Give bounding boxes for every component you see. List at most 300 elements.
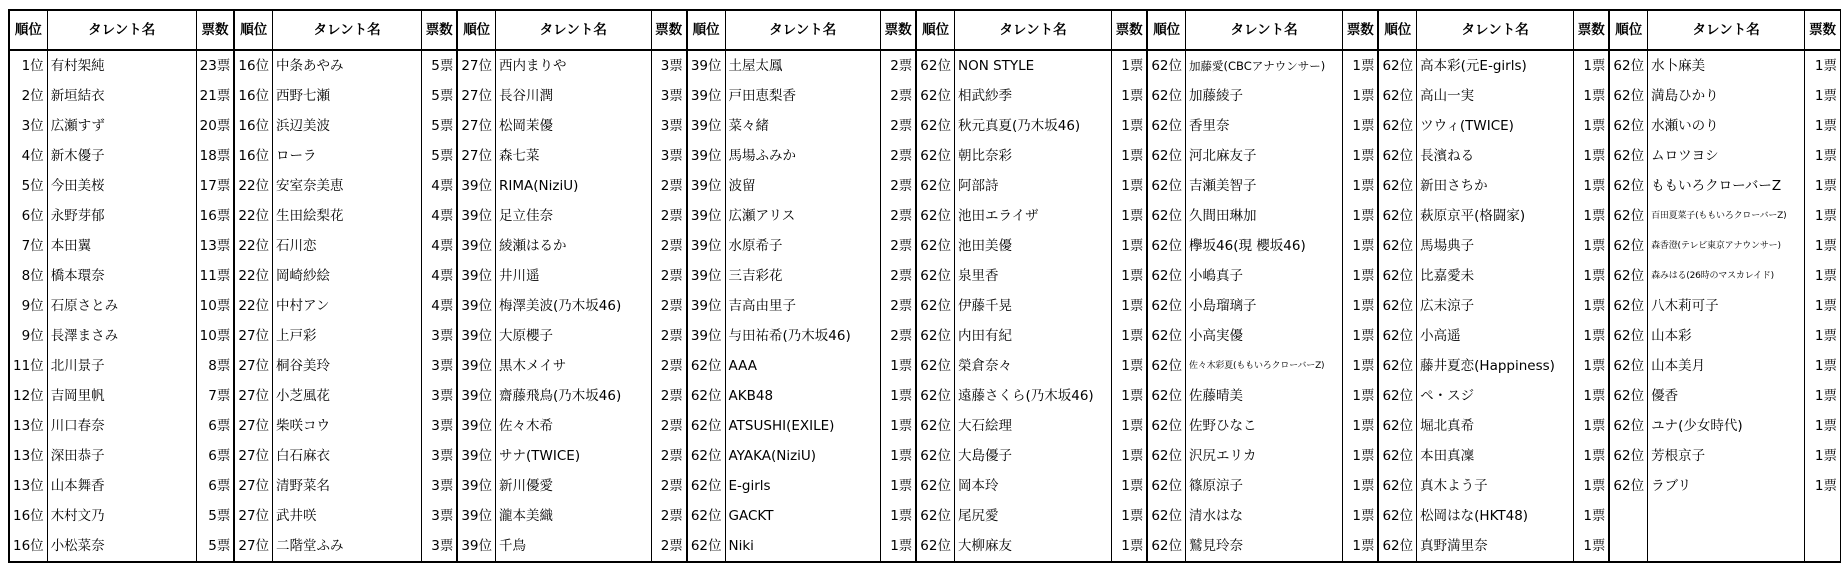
talent-name: 与田祐希(乃木坂46) xyxy=(725,321,880,351)
rank-cell: 16位 xyxy=(9,531,47,562)
talent-name: 新田さちか xyxy=(1417,171,1574,201)
votes-cell: 4票 xyxy=(422,231,458,261)
votes-cell: 18票 xyxy=(196,141,234,171)
rank-cell: 62位 xyxy=(916,201,954,231)
header-rank: 順位 xyxy=(234,10,272,50)
rank-cell: 62位 xyxy=(1147,441,1185,471)
rank-cell: 62位 xyxy=(687,471,725,501)
votes-cell: 2票 xyxy=(880,261,916,291)
rank-cell: 62位 xyxy=(1609,291,1647,321)
votes-cell: 1票 xyxy=(1805,231,1841,261)
rank-cell: 62位 xyxy=(1378,471,1416,501)
votes-cell: 1票 xyxy=(1805,351,1841,381)
votes-cell: 1票 xyxy=(1574,471,1610,501)
rank-cell: 39位 xyxy=(457,231,495,261)
ranking-table xyxy=(8,9,1841,563)
rank-cell: 62位 xyxy=(1147,471,1185,501)
votes-cell: 3票 xyxy=(422,351,458,381)
rank-cell: 39位 xyxy=(687,321,725,351)
talent-name: E-girls xyxy=(725,471,880,501)
votes-cell: 1票 xyxy=(1343,261,1379,291)
talent-name: 大石絵理 xyxy=(954,411,1111,441)
votes-cell: 1票 xyxy=(1805,141,1841,171)
votes-cell: 10票 xyxy=(196,291,234,321)
talent-name: 森みはる(26時のマスカレイド) xyxy=(1648,261,1805,291)
talent-name: 満島ひかり xyxy=(1648,81,1805,111)
rank-cell: 62位 xyxy=(1609,111,1647,141)
votes-cell: 2票 xyxy=(880,171,916,201)
talent-name: 吉瀬美智子 xyxy=(1186,171,1343,201)
talent-name: 加藤愛(CBCアナウンサー) xyxy=(1186,50,1343,81)
rank-cell: 62位 xyxy=(1378,111,1416,141)
rank-cell: 13位 xyxy=(9,441,47,471)
rank-cell: 39位 xyxy=(687,231,725,261)
rank-cell: 62位 xyxy=(1378,231,1416,261)
talent-name: 阿部詩 xyxy=(954,171,1111,201)
votes-cell: 1票 xyxy=(1574,141,1610,171)
rank-cell: 62位 xyxy=(1147,261,1185,291)
rank-cell: 62位 xyxy=(687,411,725,441)
talent-name: 河北麻友子 xyxy=(1186,141,1343,171)
talent-name: 新垣結衣 xyxy=(47,81,196,111)
talent-name: 香里奈 xyxy=(1186,111,1343,141)
talent-name: 長濱ねる xyxy=(1417,141,1574,171)
table-row xyxy=(9,441,1841,471)
votes-cell: 1票 xyxy=(1343,141,1379,171)
talent-name: 久間田琳加 xyxy=(1186,201,1343,231)
votes-cell: 1票 xyxy=(1805,441,1841,471)
rank-cell: 62位 xyxy=(1378,381,1416,411)
talent-name: 真野満里奈 xyxy=(1417,531,1574,562)
talent-name: 本田真凜 xyxy=(1417,441,1574,471)
table-row xyxy=(9,471,1841,501)
header-name: タレント名 xyxy=(1417,10,1574,50)
votes-cell: 2票 xyxy=(651,351,687,381)
votes-cell: 1票 xyxy=(1343,111,1379,141)
rank-cell: 62位 xyxy=(1378,321,1416,351)
table-row xyxy=(9,81,1841,111)
header-name: タレント名 xyxy=(1648,10,1805,50)
votes-cell: 1票 xyxy=(1343,321,1379,351)
votes-cell: 1票 xyxy=(1574,231,1610,261)
talent-name: 梅澤美波(乃木坂46) xyxy=(496,291,651,321)
talent-name: AAA xyxy=(725,351,880,381)
votes-cell: 5票 xyxy=(422,111,458,141)
talent-name: 小嶋真子 xyxy=(1186,261,1343,291)
talent-name: 佐野ひなこ xyxy=(1186,411,1343,441)
talent-name: 芳根京子 xyxy=(1648,441,1805,471)
header-rank: 順位 xyxy=(457,10,495,50)
rank-cell: 62位 xyxy=(687,351,725,381)
talent-name: 萩原京平(格闘家) xyxy=(1417,201,1574,231)
rank-cell: 62位 xyxy=(1609,141,1647,171)
rank-cell: 27位 xyxy=(234,351,272,381)
votes-cell: 5票 xyxy=(422,50,458,81)
rank-cell: 8位 xyxy=(9,261,47,291)
talent-name: 山本彩 xyxy=(1648,321,1805,351)
rank-cell: 62位 xyxy=(1147,111,1185,141)
votes-cell: 1票 xyxy=(1805,471,1841,501)
rank-cell: 39位 xyxy=(687,81,725,111)
votes-cell: 1票 xyxy=(1343,501,1379,531)
votes-cell: 6票 xyxy=(196,441,234,471)
votes-cell: 5票 xyxy=(422,141,458,171)
header-votes: 票数 xyxy=(880,10,916,50)
votes-cell: 1票 xyxy=(1112,471,1148,501)
talent-name: 優香 xyxy=(1648,381,1805,411)
talent-name: 桐谷美玲 xyxy=(273,351,422,381)
rank-cell: 1位 xyxy=(9,50,47,81)
talent-name: 小松菜奈 xyxy=(47,531,196,562)
talent-name: 鷲見玲奈 xyxy=(1186,531,1343,562)
table-row xyxy=(9,381,1841,411)
votes-cell: 2票 xyxy=(651,411,687,441)
talent-name: 百田夏菜子(ももいろクローバーZ) xyxy=(1648,201,1805,231)
votes-cell: 3票 xyxy=(651,111,687,141)
talent-name: ローラ xyxy=(273,141,422,171)
rank-cell: 62位 xyxy=(916,171,954,201)
talent-name: 堀北真希 xyxy=(1417,411,1574,441)
table-body xyxy=(9,50,1841,562)
header-rank: 順位 xyxy=(1147,10,1185,50)
talent-name: 水卜麻美 xyxy=(1648,50,1805,81)
rank-cell: 62位 xyxy=(1378,441,1416,471)
votes-cell: 1票 xyxy=(1112,231,1148,261)
talent-name: 安室奈美恵 xyxy=(273,171,422,201)
talent-name: 齋藤飛鳥(乃木坂46) xyxy=(496,381,651,411)
votes-cell: 1票 xyxy=(1343,531,1379,562)
rank-cell: 62位 xyxy=(1147,381,1185,411)
votes-cell: 1票 xyxy=(1343,171,1379,201)
talent-name: 小高実優 xyxy=(1186,321,1343,351)
talent-name: 加藤綾子 xyxy=(1186,81,1343,111)
votes-cell: 2票 xyxy=(880,81,916,111)
table-row xyxy=(9,411,1841,441)
talent-name: 大島優子 xyxy=(954,441,1111,471)
votes-cell: 1票 xyxy=(1805,291,1841,321)
talent-name: 岡崎紗絵 xyxy=(273,261,422,291)
header-rank: 順位 xyxy=(1609,10,1647,50)
talent-name: AYAKA(NiziU) xyxy=(725,441,880,471)
rank-cell: 62位 xyxy=(916,411,954,441)
talent-name: ペ・スジ xyxy=(1417,381,1574,411)
talent-name: 内田有紀 xyxy=(954,321,1111,351)
talent-name: 戸田恵梨香 xyxy=(725,81,880,111)
rank-cell: 62位 xyxy=(687,381,725,411)
votes-cell: 1票 xyxy=(1343,291,1379,321)
talent-name: 石川恋 xyxy=(273,231,422,261)
votes-cell: 3票 xyxy=(651,81,687,111)
rank-cell: 27位 xyxy=(457,111,495,141)
rank-cell: 62位 xyxy=(1378,291,1416,321)
header-votes: 票数 xyxy=(1805,10,1841,50)
header-rank: 順位 xyxy=(9,10,47,50)
votes-cell: 4票 xyxy=(422,171,458,201)
table-row xyxy=(9,231,1841,261)
votes-cell: 10票 xyxy=(196,321,234,351)
votes-cell: 1票 xyxy=(1112,201,1148,231)
votes-cell: 1票 xyxy=(1805,50,1841,81)
talent-name: 藤井夏恋(Happiness) xyxy=(1417,351,1574,381)
rank-cell: 27位 xyxy=(234,531,272,562)
votes-cell: 2票 xyxy=(651,321,687,351)
talent-name: 瀧本美織 xyxy=(496,501,651,531)
votes-cell: 1票 xyxy=(1343,231,1379,261)
talent-name: 三吉彩花 xyxy=(725,261,880,291)
rank-cell: 62位 xyxy=(1378,261,1416,291)
talent-name: 北川景子 xyxy=(47,351,196,381)
talent-name: 泉里香 xyxy=(954,261,1111,291)
talent-name: 新川優愛 xyxy=(496,471,651,501)
talent-name: 柴咲コウ xyxy=(273,411,422,441)
talent-name: 欅坂46(現 櫻坂46) xyxy=(1186,231,1343,261)
talent-name: 高山一実 xyxy=(1417,81,1574,111)
votes-cell: 2票 xyxy=(880,201,916,231)
votes-cell: 1票 xyxy=(1343,201,1379,231)
table-row xyxy=(9,50,1841,81)
votes-cell: 1票 xyxy=(1112,321,1148,351)
votes-cell: 1票 xyxy=(880,471,916,501)
talent-name: 井川遥 xyxy=(496,261,651,291)
rank-cell: 16位 xyxy=(9,501,47,531)
votes-cell: 2票 xyxy=(880,141,916,171)
table-row xyxy=(9,171,1841,201)
votes-cell: 1票 xyxy=(1574,111,1610,141)
rank-cell: 62位 xyxy=(1147,501,1185,531)
rank-cell: 62位 xyxy=(687,501,725,531)
header-rank: 順位 xyxy=(1378,10,1416,50)
talent-name: 上戸彩 xyxy=(273,321,422,351)
talent-name: 西野七瀬 xyxy=(273,81,422,111)
table-row xyxy=(9,141,1841,171)
empty-cell xyxy=(1805,531,1841,562)
rank-cell: 62位 xyxy=(1378,141,1416,171)
rank-cell: 62位 xyxy=(916,381,954,411)
header-name: タレント名 xyxy=(496,10,651,50)
votes-cell: 5票 xyxy=(196,531,234,562)
talent-name: 池田美優 xyxy=(954,231,1111,261)
votes-cell: 3票 xyxy=(422,531,458,562)
votes-cell: 2票 xyxy=(651,501,687,531)
rank-cell: 62位 xyxy=(1609,471,1647,501)
talent-name: Niki xyxy=(725,531,880,562)
votes-cell: 7票 xyxy=(196,381,234,411)
rank-cell: 62位 xyxy=(1609,81,1647,111)
votes-cell: 2票 xyxy=(651,231,687,261)
talent-name: 大原櫻子 xyxy=(496,321,651,351)
votes-cell: 2票 xyxy=(651,381,687,411)
votes-cell: 1票 xyxy=(1112,111,1148,141)
talent-name: 秋元真夏(乃木坂46) xyxy=(954,111,1111,141)
votes-cell: 1票 xyxy=(1805,201,1841,231)
header-name: タレント名 xyxy=(273,10,422,50)
rank-cell: 62位 xyxy=(1609,351,1647,381)
talent-name: 池田エライザ xyxy=(954,201,1111,231)
votes-cell: 4票 xyxy=(422,261,458,291)
header-votes: 票数 xyxy=(651,10,687,50)
rank-cell: 62位 xyxy=(916,501,954,531)
header-name: タレント名 xyxy=(1186,10,1343,50)
talent-name: AKB48 xyxy=(725,381,880,411)
rank-cell: 62位 xyxy=(1147,141,1185,171)
talent-name: ラブリ xyxy=(1648,471,1805,501)
votes-cell: 1票 xyxy=(1343,411,1379,441)
rank-cell: 27位 xyxy=(234,471,272,501)
votes-cell: 1票 xyxy=(1343,441,1379,471)
table-row xyxy=(9,531,1841,562)
talent-name: 真木よう子 xyxy=(1417,471,1574,501)
votes-cell: 1票 xyxy=(1112,351,1148,381)
header-votes: 票数 xyxy=(1574,10,1610,50)
votes-cell: 13票 xyxy=(196,231,234,261)
rank-cell: 39位 xyxy=(687,261,725,291)
votes-cell: 3票 xyxy=(651,141,687,171)
talent-name: 岡本玲 xyxy=(954,471,1111,501)
votes-cell: 4票 xyxy=(422,201,458,231)
talent-name: 山本舞香 xyxy=(47,471,196,501)
rank-cell: 3位 xyxy=(9,111,47,141)
rank-cell: 62位 xyxy=(687,531,725,562)
votes-cell: 1票 xyxy=(1805,381,1841,411)
talent-name: 足立佳奈 xyxy=(496,201,651,231)
rank-cell: 62位 xyxy=(1609,441,1647,471)
rank-cell: 62位 xyxy=(916,231,954,261)
rank-cell: 62位 xyxy=(687,441,725,471)
rank-cell: 9位 xyxy=(9,291,47,321)
talent-name: 武井咲 xyxy=(273,501,422,531)
votes-cell: 1票 xyxy=(1574,321,1610,351)
rank-cell: 62位 xyxy=(1609,411,1647,441)
rank-cell: 62位 xyxy=(916,531,954,562)
rank-cell: 22位 xyxy=(234,171,272,201)
rank-cell: 39位 xyxy=(687,291,725,321)
rank-cell: 62位 xyxy=(1378,411,1416,441)
talent-name: 吉高由里子 xyxy=(725,291,880,321)
votes-cell: 1票 xyxy=(1112,141,1148,171)
rank-cell: 39位 xyxy=(687,50,725,81)
votes-cell: 2票 xyxy=(880,50,916,81)
talent-name: 深田恭子 xyxy=(47,441,196,471)
votes-cell: 6票 xyxy=(196,471,234,501)
talent-name: ATSUSHI(EXILE) xyxy=(725,411,880,441)
rank-cell: 39位 xyxy=(457,201,495,231)
votes-cell: 1票 xyxy=(1574,381,1610,411)
votes-cell: 1票 xyxy=(1112,171,1148,201)
talent-name: 川口春奈 xyxy=(47,411,196,441)
rank-cell: 39位 xyxy=(457,501,495,531)
votes-cell: 3票 xyxy=(422,321,458,351)
talent-name: 沢尻エリカ xyxy=(1186,441,1343,471)
rank-cell: 27位 xyxy=(234,381,272,411)
talent-name: 山本美月 xyxy=(1648,351,1805,381)
rank-cell: 62位 xyxy=(1378,171,1416,201)
votes-cell: 1票 xyxy=(1112,501,1148,531)
table-row xyxy=(9,321,1841,351)
talent-name: 伊藤千晃 xyxy=(954,291,1111,321)
talent-name: 波留 xyxy=(725,171,880,201)
votes-cell: 2票 xyxy=(651,261,687,291)
rank-cell: 2位 xyxy=(9,81,47,111)
talent-name: 清野菜名 xyxy=(273,471,422,501)
talent-name: 中村アン xyxy=(273,291,422,321)
rank-cell: 27位 xyxy=(457,50,495,81)
rank-cell: 4位 xyxy=(9,141,47,171)
votes-cell: 1票 xyxy=(1574,531,1610,562)
talent-name: 広末涼子 xyxy=(1417,291,1574,321)
header-name: タレント名 xyxy=(954,10,1111,50)
votes-cell: 1票 xyxy=(880,501,916,531)
votes-cell: 2票 xyxy=(880,231,916,261)
votes-cell: 1票 xyxy=(1343,50,1379,81)
rank-cell: 22位 xyxy=(234,201,272,231)
rank-cell: 39位 xyxy=(457,381,495,411)
rank-cell: 62位 xyxy=(1609,201,1647,231)
rank-cell: 39位 xyxy=(457,261,495,291)
rank-cell: 62位 xyxy=(1147,321,1185,351)
talent-name: RIMA(NiziU) xyxy=(496,171,651,201)
votes-cell: 1票 xyxy=(1343,381,1379,411)
votes-cell: 1票 xyxy=(1574,171,1610,201)
talent-name: 篠原涼子 xyxy=(1186,471,1343,501)
header-votes: 票数 xyxy=(1112,10,1148,50)
talent-name: 吉岡里帆 xyxy=(47,381,196,411)
table-row xyxy=(9,501,1841,531)
header-rank: 順位 xyxy=(916,10,954,50)
votes-cell: 2票 xyxy=(651,171,687,201)
talent-name: 二階堂ふみ xyxy=(273,531,422,562)
votes-cell: 1票 xyxy=(1805,261,1841,291)
rank-cell: 11位 xyxy=(9,351,47,381)
rank-cell: 62位 xyxy=(1378,201,1416,231)
rank-cell: 9位 xyxy=(9,321,47,351)
empty-cell xyxy=(1609,531,1647,562)
votes-cell: 1票 xyxy=(880,531,916,562)
rank-cell: 62位 xyxy=(1147,351,1185,381)
votes-cell: 3票 xyxy=(422,471,458,501)
votes-cell: 1票 xyxy=(1112,411,1148,441)
votes-cell: 5票 xyxy=(422,81,458,111)
rank-cell: 22位 xyxy=(234,261,272,291)
votes-cell: 2票 xyxy=(651,531,687,562)
votes-cell: 16票 xyxy=(196,201,234,231)
header-name: タレント名 xyxy=(725,10,880,50)
votes-cell: 8票 xyxy=(196,351,234,381)
rank-cell: 62位 xyxy=(1378,501,1416,531)
talent-name: 生田絵梨花 xyxy=(273,201,422,231)
votes-cell: 1票 xyxy=(1112,381,1148,411)
votes-cell: 23票 xyxy=(196,50,234,81)
talent-name: 水原希子 xyxy=(725,231,880,261)
rank-cell: 62位 xyxy=(1609,321,1647,351)
rank-cell: 62位 xyxy=(916,291,954,321)
talent-name: 森七菜 xyxy=(496,141,651,171)
rank-cell: 62位 xyxy=(1147,50,1185,81)
empty-cell xyxy=(1648,531,1805,562)
votes-cell: 1票 xyxy=(1343,351,1379,381)
rank-cell: 62位 xyxy=(1378,50,1416,81)
votes-cell: 21票 xyxy=(196,81,234,111)
rank-cell: 62位 xyxy=(916,81,954,111)
talent-name: 比嘉愛未 xyxy=(1417,261,1574,291)
rank-cell: 27位 xyxy=(234,441,272,471)
votes-cell: 2票 xyxy=(651,441,687,471)
talent-name: 西内まりや xyxy=(496,50,651,81)
talent-name: 橋本環奈 xyxy=(47,261,196,291)
votes-cell: 1票 xyxy=(880,441,916,471)
rank-cell: 16位 xyxy=(234,141,272,171)
rank-cell: 22位 xyxy=(234,291,272,321)
rank-cell: 62位 xyxy=(916,321,954,351)
